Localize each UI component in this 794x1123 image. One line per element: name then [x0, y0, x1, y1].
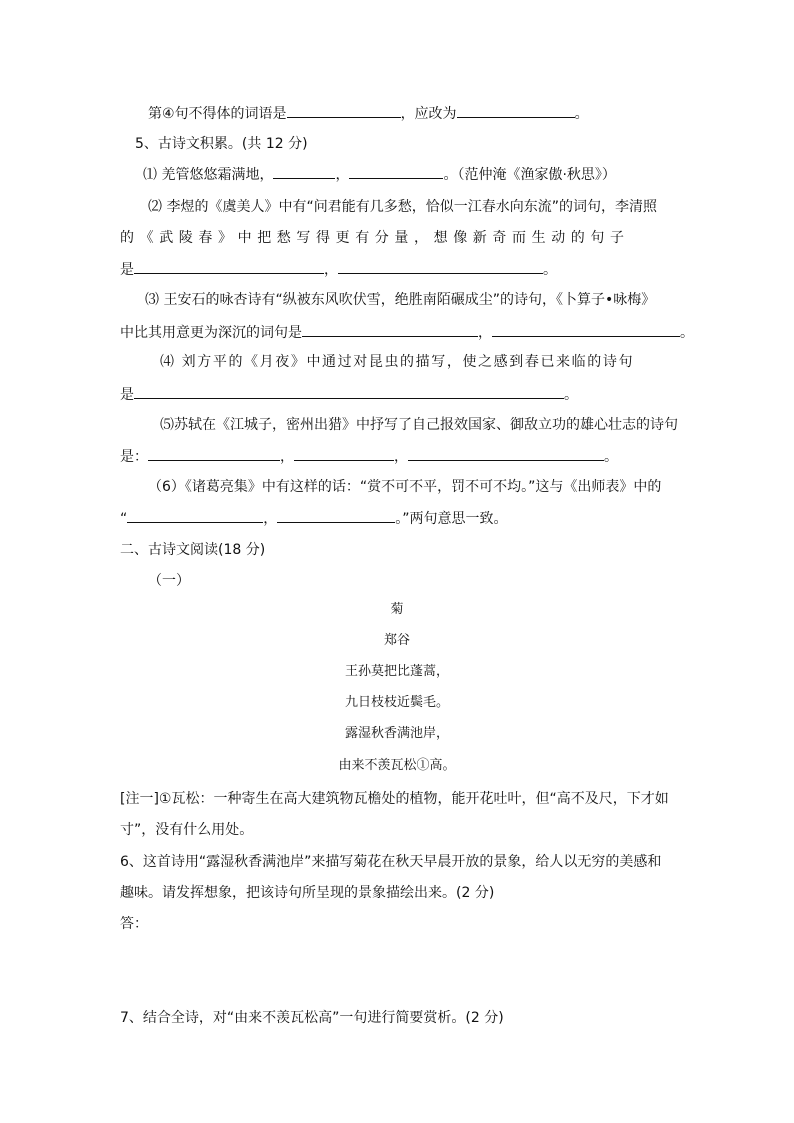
poem-author: 郑谷: [383, 633, 410, 648]
q5-item-5-line2: 是： ， ， 。: [120, 446, 618, 467]
answer-blank[interactable]: [302, 322, 478, 337]
q5-title: 5、古诗文积累。(共 12 分): [135, 136, 308, 152]
answer-blank[interactable]: [294, 446, 394, 461]
q6-answer-label: 答：: [120, 916, 148, 932]
answer-blank[interactable]: [134, 384, 564, 399]
q5-item-2-line1: ⑵ 李煜的《虞美人》中有“问君能有几多愁，恰似一江春水向东流”的词句，李清照: [148, 199, 657, 215]
q4-prompt-2: ，应改为: [400, 106, 457, 122]
section-2-subtitle: （一）: [148, 573, 190, 589]
poem-line: 九日枝枝近鬓毛。: [344, 695, 449, 710]
section-2-title: 二、古诗文阅读(18 分): [120, 542, 266, 558]
q5-item-1: ⑴ 羌管悠悠霜满地， ， 。（范仲淹《渔家傲·秋思》）: [143, 164, 616, 185]
q5-item-2-line2: 的《武陵春》中把愁写得更有分量，想像新奇而生动的句子: [120, 230, 630, 246]
answer-blank[interactable]: [408, 446, 604, 461]
answer-blank[interactable]: [287, 103, 401, 118]
q5-item-4-line1: ⑷ 刘方平的《月夜》中通过对昆虫的描写，使之感到春已来临的诗句: [160, 354, 635, 370]
answer-blank[interactable]: [134, 259, 324, 274]
answer-blank[interactable]: [277, 508, 395, 523]
q4-prompt: 第④句不得体的词语是: [148, 106, 287, 122]
answer-blank[interactable]: [349, 164, 443, 179]
poem-line: 王孙莫把比蓬蒿，: [344, 664, 449, 679]
q5-item-3-line2: 中比其用意更为深沉的词句是 ， 。: [120, 322, 694, 343]
note-line-1: [注一]①瓦松：一种寄生在高大建筑物瓦檐处的植物，能开花吐叶，但“高不及尺，下才如: [120, 791, 669, 807]
answer-blank[interactable]: [457, 103, 575, 118]
answer-blank[interactable]: [273, 164, 335, 179]
q5-item-4-line2: 是 。: [120, 384, 578, 405]
poem-line: 由来不羡瓦松①高。: [338, 758, 456, 773]
q5-item-5-line1: ⑸苏轼在《江城子，密州出猎》中抒写了自己报效国家、御敌立功的雄心壮志的诗句: [160, 417, 678, 433]
poem-title: 菊: [390, 602, 404, 617]
q4-tail-line: 第④句不得体的词语是 ，应改为 。: [148, 103, 589, 124]
q6-line-2: 趣味。请发挥想象，把该诗句所呈现的景象描绘出来。(2 分): [120, 885, 495, 901]
q6-line-1: 6、这首诗用“露湿秋香满池岸”来描写菊花在秋天早晨开放的景象，给人以无穷的美感和: [120, 854, 662, 870]
answer-blank[interactable]: [338, 259, 543, 274]
poem-line: 露湿秋香满池岸，: [344, 726, 449, 741]
q5-item-6-line2: “ ， 。”两句意思一致。: [120, 508, 508, 529]
answer-blank[interactable]: [492, 322, 680, 337]
q7-text: 7、结合全诗，对“由来不羡瓦松高”一句进行简要赏析。(2 分): [120, 1010, 504, 1026]
q5-item-6-line1: （6）《诸葛亮集》中有这样的话：“赏不可不平，罚不可不均。”这与《出师表》中的: [148, 479, 662, 495]
q5-item-3-line1: ⑶ 王安石的咏杏诗有“纵被东风吹伏雪，绝胜南陌碾成尘”的诗句，《卜算子•咏梅》: [145, 292, 656, 308]
answer-blank[interactable]: [127, 508, 263, 523]
q5-item-2-line3: 是 ， 。: [120, 259, 557, 280]
note-line-2: 寸”，没有什么用处。: [120, 822, 254, 838]
answer-blank[interactable]: [148, 446, 280, 461]
